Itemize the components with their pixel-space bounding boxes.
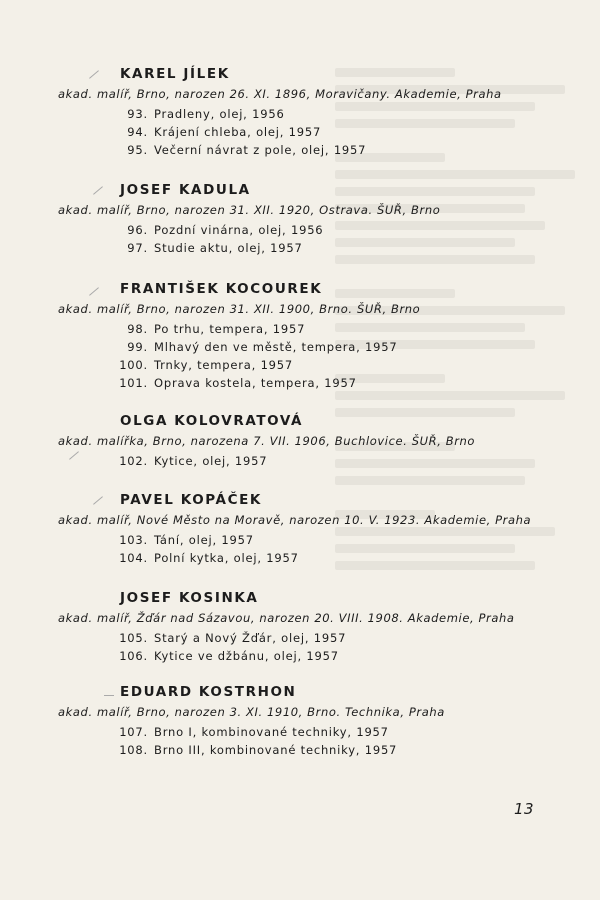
pencil-mark (93, 496, 103, 504)
work-item (108, 143, 366, 161)
work-title: Pradleny, olej, 1956 (154, 107, 285, 121)
pencil-mark (89, 287, 99, 295)
work-number: 99. (127, 340, 148, 354)
work-title: Kytice ve džbánu, olej, 1957 (154, 649, 339, 663)
work-item (108, 241, 323, 259)
work-number: 107. (119, 725, 148, 739)
work-title: Trnky, tempera, 1957 (154, 358, 294, 372)
work-number: 102. (119, 454, 148, 468)
work-item (108, 631, 346, 649)
works-list (108, 223, 323, 259)
works-list (108, 533, 299, 569)
work-title: Brno III, kombinované techniky, 1957 (154, 743, 398, 757)
work-item (108, 125, 366, 143)
work-number: 96. (127, 223, 148, 237)
work-title: Tání, olej, 1957 (154, 533, 254, 547)
works-list (108, 454, 267, 472)
artist-name: EDUARD KOSTRHON (120, 684, 297, 700)
work-title: Večerní návrat z pole, olej, 1957 (154, 143, 367, 157)
artist-info: akad. malíř, Brno, narozen 31. XII. 1920, Ostrava. ŠUŘ, Brno (58, 203, 441, 217)
artist-info: akad. malíř, Nové Město na Moravě, narozen 10. V. 1923. Akademie, Praha (58, 513, 532, 527)
work-number: 100. (119, 358, 148, 372)
pencil-mark (93, 186, 103, 194)
work-number: 108. (119, 743, 148, 757)
work-title: Brno I, kombinované techniky, 1957 (154, 725, 389, 739)
work-number: 93. (127, 107, 148, 121)
work-title: Studie aktu, olej, 1957 (154, 241, 303, 255)
works-list (108, 322, 397, 394)
pencil-mark (104, 695, 114, 696)
work-item (108, 725, 397, 743)
artist-name: PAVEL KOPÁČEK (120, 492, 262, 508)
works-list (108, 725, 397, 761)
artist-info: akad. malíř, Brno, narozen 26. XI. 1896, Moravičany. Akademie, Praha (58, 87, 502, 101)
artist-name: JOSEF KOSINKA (120, 590, 259, 606)
work-item (108, 340, 397, 358)
work-item (108, 358, 397, 376)
work-number: 103. (119, 533, 148, 547)
work-number: 105. (119, 631, 148, 645)
page-number: 13 (514, 800, 535, 818)
artist-info: akad. malíř, Brno, narozen 31. XII. 1900, Brno. ŠUŘ, Brno (58, 302, 421, 316)
artist-name: FRANTIŠEK KOCOUREK (120, 281, 323, 297)
pencil-mark (89, 70, 99, 78)
work-number: 101. (119, 376, 148, 390)
work-title: Polní kytka, olej, 1957 (154, 551, 299, 565)
artist-name: KAREL JÍLEK (120, 66, 230, 82)
work-item (108, 223, 323, 241)
work-item (108, 107, 366, 125)
work-title: Mlhavý den ve městě, tempera, 1957 (154, 340, 398, 354)
work-item (108, 322, 397, 340)
artist-name: OLGA KOLOVRATOVÁ (120, 413, 304, 429)
work-item (108, 649, 346, 667)
work-number: 106. (119, 649, 148, 663)
work-item (108, 454, 267, 472)
works-list (108, 631, 346, 667)
work-number: 94. (127, 125, 148, 139)
work-title: Oprava kostela, tempera, 1957 (154, 376, 357, 390)
works-list (108, 107, 366, 161)
work-number: 97. (127, 241, 148, 255)
work-item (108, 533, 299, 551)
artist-info: akad. malířka, Brno, narozena 7. VII. 1906, Buchlovice. ŠUŘ, Brno (58, 434, 476, 448)
pencil-mark (69, 451, 79, 459)
work-title: Starý a Nový Žďár, olej, 1957 (154, 631, 347, 645)
work-title: Kytice, olej, 1957 (154, 454, 268, 468)
work-item (108, 551, 299, 569)
work-item (108, 376, 397, 394)
work-number: 98. (127, 322, 148, 336)
bleed-through-text (335, 60, 585, 780)
work-title: Pozdní vinárna, olej, 1956 (154, 223, 324, 237)
work-item (108, 743, 397, 761)
work-number: 95. (127, 143, 148, 157)
work-number: 104. (119, 551, 148, 565)
artist-info: akad. malíř, Brno, narozen 3. XI. 1910, Brno. Technika, Praha (58, 705, 445, 719)
artist-name: JOSEF KADULA (120, 182, 251, 198)
work-title: Krájení chleba, olej, 1957 (154, 125, 322, 139)
work-title: Po trhu, tempera, 1957 (154, 322, 306, 336)
artist-info: akad. malíř, Žďár nad Sázavou, narozen 20. VIII. 1908. Akademie, Praha (58, 611, 515, 625)
